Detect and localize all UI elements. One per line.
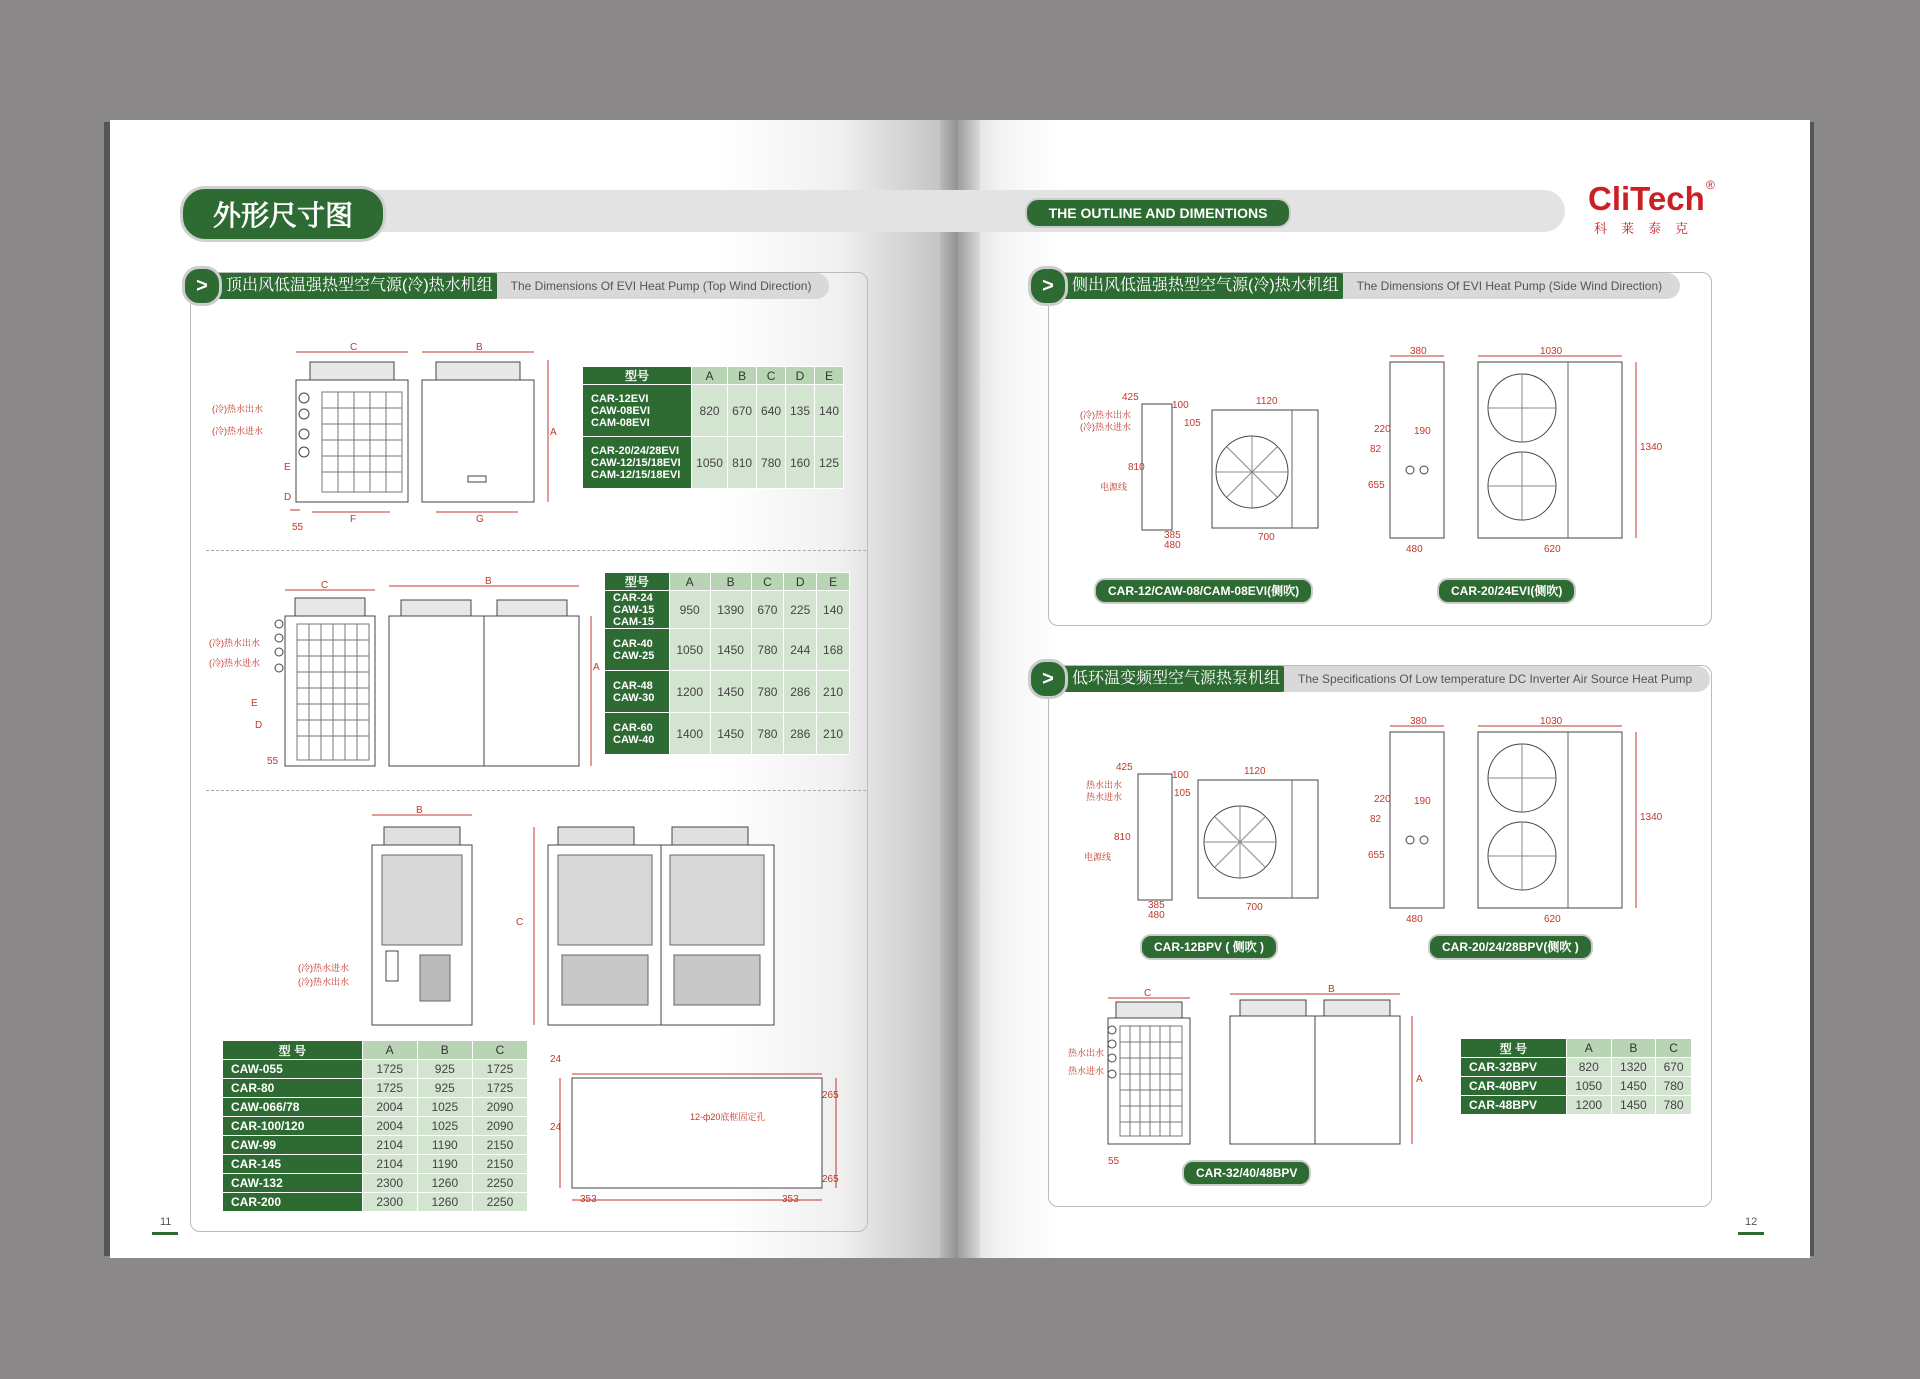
label-water-in: 热水进水 [1086,792,1123,802]
section-title-en: The Dimensions Of EVI Heat Pump (Side Wind Direction) [1343,273,1680,299]
dim-label: 1340 [1640,812,1663,823]
value-cell: 640 [757,385,786,437]
value-cell: 670 [1656,1058,1692,1077]
value-cell: 1450 [710,629,751,671]
dim-label: 220 [1374,424,1391,435]
dim-label: 353 [580,1194,597,1205]
model-caption: CAR-12BPV ( 侧吹 ) [1140,934,1278,960]
col-header: 型号 [605,573,670,591]
dim-label: B [416,805,423,816]
value-cell: 1025 [417,1117,472,1136]
page-number-underline [1738,1232,1764,1235]
dim-label: C [350,342,358,353]
dim-label: 480 [1164,540,1181,551]
dim-label: 620 [1544,914,1561,925]
value-cell: 1400 [669,713,710,755]
divider [206,550,866,551]
dim-label: 190 [1414,426,1431,437]
unit-drawing-modular [290,805,790,1030]
dim-label: 105 [1184,418,1201,429]
dim-label: 385 [1148,900,1165,911]
dim-label: 655 [1368,850,1385,861]
dim-label: 24 [550,1122,562,1133]
dim-label: 380 [1410,346,1427,357]
label-water-out: 热水出水 [1068,1048,1105,1058]
value-cell: 2004 [362,1098,417,1117]
value-cell: 950 [669,591,710,629]
value-cell: 244 [784,629,817,671]
col-header: B [417,1041,472,1060]
model-cell: CAW-055 [223,1060,363,1079]
label-power: 电源线 [1084,852,1112,862]
dim-label: E [284,462,291,473]
label-water-out: (冷)热水出水 [209,638,260,648]
dim-label: 810 [1128,462,1145,473]
value-cell: 210 [817,713,850,755]
value-cell: 1725 [472,1060,527,1079]
model-caption: CAR-20/24EVI(侧吹) [1437,578,1576,604]
dim-label: A [593,662,600,673]
value-cell: 2250 [472,1193,527,1212]
section-title-en: The Specifications Of Low temperature DC Inverter Air Source Heat Pump [1284,666,1710,692]
dim-label: F [350,514,357,525]
model-cell: CAR-200 [223,1193,363,1212]
section-title-cn: 顶出风低温强热型空气源(冷)热水机组 [208,273,507,299]
section-title-en: The Dimensions Of EVI Heat Pump (Top Wind Direction) [497,273,830,299]
spec-table-double-top [604,572,850,755]
model-cell: CAR-24 CAW-15 CAM-15 [605,591,670,629]
section-header-top-wind [182,273,829,299]
unit-drawing-bpv-large [1360,718,1680,928]
dim-label: 24 [550,1054,562,1065]
value-cell: 1050 [691,437,727,489]
dim-label: 810 [1114,832,1131,843]
col-header: B [1611,1039,1656,1058]
model-cell: CAW-132 [223,1174,363,1193]
dim-label: 480 [1406,544,1423,555]
dim-label: C [516,917,524,928]
base-frame-drawing [550,1050,850,1210]
value-cell: 1725 [362,1079,417,1098]
value-cell: 140 [817,591,850,629]
dim-label: 1340 [1640,442,1663,453]
value-cell: 2250 [472,1174,527,1193]
label-water-in: 热水进水 [1068,1066,1105,1076]
value-cell: 780 [757,437,786,489]
value-cell: 780 [1656,1077,1692,1096]
value-cell: 1260 [417,1174,472,1193]
value-cell: 1450 [1611,1096,1656,1115]
dim-label: G [476,514,484,525]
dim-label: C [321,580,329,591]
label-water-out: (冷)热水出水 [1080,410,1131,420]
header-bar [185,190,1565,232]
unit-drawing-bpv-double [1064,984,1454,1170]
col-header: D [786,367,815,385]
dim-label: 480 [1148,910,1165,921]
unit-drawing-double-top [205,576,600,770]
value-cell: 810 [728,437,757,489]
dim-label: 425 [1122,392,1139,403]
value-cell: 1200 [1566,1096,1611,1115]
value-cell: 2300 [362,1193,417,1212]
value-cell: 168 [817,629,850,671]
value-cell: 140 [815,385,844,437]
value-cell: 1190 [417,1136,472,1155]
model-cell: CAW-99 [223,1136,363,1155]
dim-label: 220 [1374,794,1391,805]
dim-label: C [1144,988,1152,999]
value-cell: 2004 [362,1117,417,1136]
value-cell: 820 [1566,1058,1611,1077]
dim-label: 385 [1164,530,1181,541]
dim-label: 1030 [1540,346,1563,357]
label-water-out: (冷)热水出水 [212,404,263,414]
model-caption: CAR-12/CAW-08/CAM-08EVI(侧吹) [1094,578,1313,604]
chevron-right-icon: > [1028,266,1068,306]
dim-label: D [255,720,263,731]
col-header: B [710,573,751,591]
dim-label: 1030 [1540,716,1563,727]
value-cell: 286 [784,671,817,713]
value-cell: 2090 [472,1098,527,1117]
value-cell: 286 [784,713,817,755]
dim-label: 55 [1108,1156,1120,1167]
brand-registered-mark: ® [1706,178,1715,192]
label-fixing-holes: 12-ф20底框固定孔 [690,1112,766,1122]
dim-label: 655 [1368,480,1385,491]
dim-label: 353 [782,1194,799,1205]
value-cell: 780 [751,671,784,713]
value-cell: 1025 [417,1098,472,1117]
book-spine [940,120,980,1258]
col-header: E [817,573,850,591]
col-header: 型 号 [223,1041,363,1060]
value-cell: 160 [786,437,815,489]
col-header: C [472,1041,527,1060]
label-water-out: 热水出水 [1086,780,1123,790]
value-cell: 2104 [362,1136,417,1155]
spec-table-modular [222,1040,528,1212]
dim-label: 700 [1246,902,1263,913]
model-cell: CAR-48BPV [1461,1096,1567,1115]
dim-label: 55 [267,756,279,767]
label-water-out: (冷)热水出水 [298,977,349,987]
unit-drawing-bpv-small [1080,760,1330,920]
model-caption: CAR-32/40/48BPV [1182,1160,1311,1186]
page-title-cn: 外形尺寸图 [180,186,386,242]
value-cell: 1320 [1611,1058,1656,1077]
model-cell: CAR-32BPV [1461,1058,1567,1077]
dim-label: B [476,342,483,353]
dim-label: A [550,427,557,438]
value-cell: 670 [728,385,757,437]
dim-label: E [251,698,258,709]
unit-drawing-side-large [1360,348,1680,558]
spec-table-evi-top [582,366,844,489]
value-cell: 2150 [472,1155,527,1174]
label-water-in: (冷)热水进水 [1080,422,1131,432]
dim-label: 380 [1410,716,1427,727]
label-water-in: (冷)热水进水 [212,426,263,436]
page-number-right: 12 [1745,1216,1758,1228]
value-cell: 2300 [362,1174,417,1193]
section-title-cn: 侧出风低温强热型空气源(冷)热水机组 [1054,273,1353,299]
value-cell: 1050 [1566,1077,1611,1096]
col-header: C [757,367,786,385]
col-header: A [691,367,727,385]
dim-label: D [284,492,292,503]
model-cell: CAR-12EVI CAW-08EVI CAM-08EVI [583,385,692,437]
model-cell: CAR-48 CAW-30 [605,671,670,713]
value-cell: 2104 [362,1155,417,1174]
chevron-right-icon: > [182,266,222,306]
value-cell: 225 [784,591,817,629]
unit-drawing-side-small [1080,390,1330,550]
col-header: A [669,573,710,591]
page-number-left: 11 [160,1216,172,1228]
value-cell: 780 [751,629,784,671]
label-water-in: (冷)热水进水 [298,963,349,973]
dim-label: B [485,576,492,587]
model-cell: CAR-80 [223,1079,363,1098]
value-cell: 1190 [417,1155,472,1174]
col-header: 型号 [583,367,692,385]
dim-label: 620 [1544,544,1561,555]
value-cell: 670 [751,591,784,629]
col-header: C [1656,1039,1692,1058]
dim-label: 480 [1406,914,1423,925]
brand-logo: CliTech [1588,180,1705,217]
page-title-en: THE OUTLINE AND DIMENTIONS [1025,198,1291,228]
label-water-in: (冷)热水进水 [209,658,260,668]
col-header: B [728,367,757,385]
dim-label: 1120 [1256,396,1278,407]
dim-label: 265 [822,1090,839,1101]
model-cell: CAR-20/24/28EVI CAW-12/15/18EVI CAM-12/15/18EVI [583,437,692,489]
spec-table-bpv [1460,1038,1692,1115]
page-number-underline [152,1232,178,1235]
chevron-right-icon: > [1028,659,1068,699]
model-cell: CAR-40 CAW-25 [605,629,670,671]
value-cell: 1450 [710,671,751,713]
value-cell: 925 [417,1060,472,1079]
dim-label: B [1328,984,1335,995]
section-header-dc-inverter [1028,666,1710,692]
dim-label: 1120 [1244,766,1266,777]
value-cell: 820 [691,385,727,437]
dim-label: A [1416,1074,1423,1085]
value-cell: 2150 [472,1136,527,1155]
value-cell: 125 [815,437,844,489]
value-cell: 1200 [669,671,710,713]
value-cell: 1450 [710,713,751,755]
section-header-side-wind [1028,273,1680,299]
dim-label: 82 [1370,814,1382,825]
model-cell: CAW-066/78 [223,1098,363,1117]
value-cell: 780 [1656,1096,1692,1115]
col-header: 型 号 [1461,1039,1567,1058]
dim-label: 55 [292,522,304,533]
col-header: A [1566,1039,1611,1058]
dim-label: 100 [1172,400,1189,411]
model-cell: CAR-145 [223,1155,363,1174]
dim-label: 100 [1172,770,1189,781]
dim-label: 105 [1174,788,1191,799]
value-cell: 1390 [710,591,751,629]
value-cell: 1450 [1611,1077,1656,1096]
value-cell: 1725 [472,1079,527,1098]
brand-logo-cn: 科莱泰克 [1594,221,1703,236]
divider [206,790,866,791]
col-header: D [784,573,817,591]
dim-label: 190 [1414,796,1431,807]
model-cell: CAR-40BPV [1461,1077,1567,1096]
value-cell: 780 [751,713,784,755]
value-cell: 1050 [669,629,710,671]
value-cell: 925 [417,1079,472,1098]
model-caption: CAR-20/24/28BPV(侧吹 ) [1428,934,1593,960]
value-cell: 2090 [472,1117,527,1136]
value-cell: 210 [817,671,850,713]
value-cell: 135 [786,385,815,437]
dim-label: 425 [1116,762,1133,773]
dim-label: 700 [1258,532,1275,543]
dim-label: 82 [1370,444,1382,455]
unit-drawing-evi-top [200,340,560,540]
model-cell: CAR-100/120 [223,1117,363,1136]
model-cell: CAR-60 CAW-40 [605,713,670,755]
value-cell: 1725 [362,1060,417,1079]
dim-label: 265 [822,1174,839,1185]
col-header: E [815,367,844,385]
value-cell: 1260 [417,1193,472,1212]
col-header: C [751,573,784,591]
col-header: A [362,1041,417,1060]
section-title-cn: 低环温变频型空气源热泵机组 [1054,666,1294,692]
label-power: 电源线 [1100,482,1128,492]
